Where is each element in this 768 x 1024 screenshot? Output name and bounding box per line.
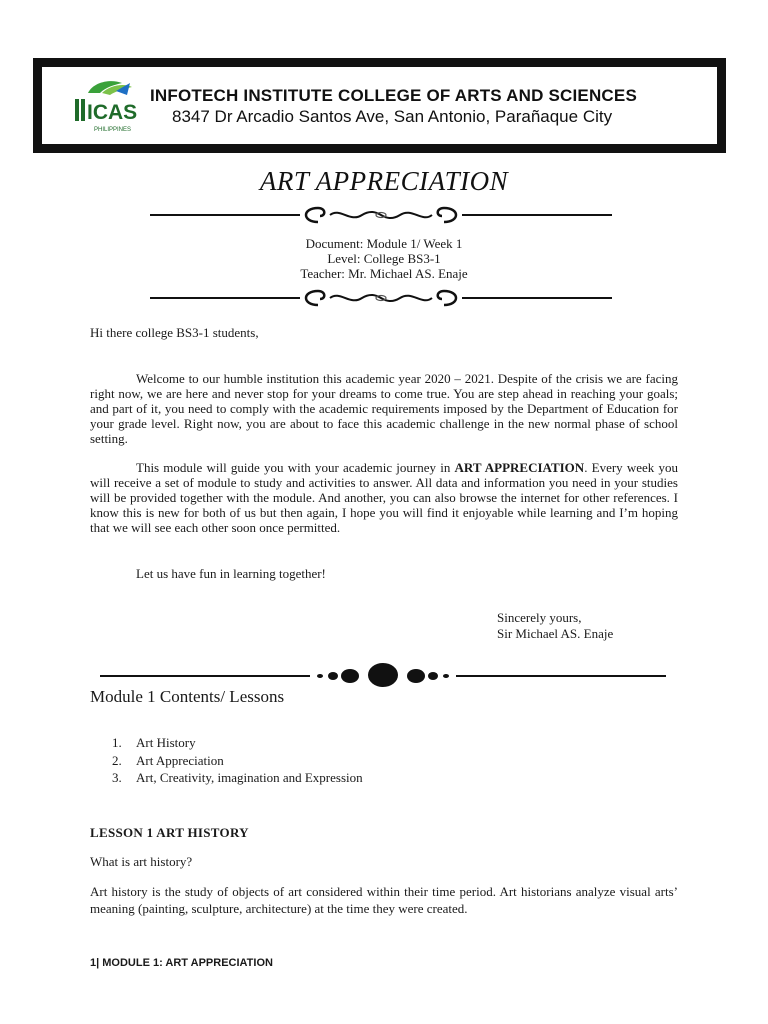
institution-address: 8347 Dr Arcadio Santos Ave, San Antonio, Parañaque City bbox=[172, 107, 613, 126]
lesson-title: LESSON 1 ART HISTORY bbox=[90, 825, 249, 840]
scroll-divider-top bbox=[150, 204, 612, 226]
svg-text:ICAS: ICAS bbox=[87, 101, 138, 124]
school-logo bbox=[72, 79, 140, 137]
letter-signature: Sir Michael AS. Enaje bbox=[497, 626, 614, 641]
lesson-question: What is art history? bbox=[90, 854, 193, 869]
meta-teacher: Teacher: Mr. Michael AS. Enaje bbox=[300, 266, 468, 281]
letter-paragraph-2: This module will guide you with your academic journey in ART APPRECIATION. Every week you will receive a set of module to study and activities to answer. All data and information you need in your studies will be provided together with the module. And another, you can also browse the internet for other references. I know this is new for both of us but then again, I hope you will find it enjoyable while learning and I’m hoping that we will see each other soon once permitted. bbox=[90, 460, 678, 535]
list-item: 1. Art History bbox=[112, 735, 196, 750]
document-title: ART APPRECIATION bbox=[259, 166, 509, 196]
letter-closing: Sincerely yours, bbox=[497, 610, 582, 625]
list-item: 2. Art Appreciation bbox=[112, 752, 224, 768]
institution-header bbox=[33, 58, 726, 153]
meta-document: Document: Module 1/ Week 1 bbox=[305, 236, 463, 251]
page-footer: 1| MODULE 1: ART APPRECIATION bbox=[90, 957, 273, 969]
letter-paragraph-1: Welcome to our humble institution this academic year 2020 – 2021. Despite of the crisis we are facing right now, we are here and never stop for your dreams to come true. You are step ahead in reaching your goals; and part of it, you need to comply with the academic requirements imposed by the Department of Education for your grade level. Right now, you are about to face this academic challenge in the new normal phase of school setting. bbox=[90, 371, 678, 446]
scroll-divider-bottom bbox=[150, 287, 612, 309]
ornamental-divider bbox=[100, 662, 666, 688]
letter-greeting: Hi there college BS3-1 students, bbox=[90, 325, 259, 340]
letter-paragraph-3: Let us have fun in learning together! bbox=[136, 566, 326, 581]
institution-name: INFOTECH INSTITUTE COLLEGE OF ARTS AND SCIENCES bbox=[150, 86, 637, 105]
lesson-answer: Art history is the study of objects of art considered within their time period. Art historians analyze visual arts’ meaning (painting, sculpture, architecture) at the time they were created. bbox=[90, 884, 678, 916]
contents-list bbox=[112, 734, 363, 787]
contents-title: Module 1 Contents/ Lessons bbox=[90, 687, 285, 706]
meta-level: Level: College BS3-1 bbox=[327, 251, 441, 266]
course-name: ART APPRECIATION bbox=[454, 460, 585, 475]
svg-text:PHILIPPINES: PHILIPPINES bbox=[94, 127, 132, 133]
list-item: 3. Art, Creativity, imagination and Expression bbox=[112, 770, 363, 785]
